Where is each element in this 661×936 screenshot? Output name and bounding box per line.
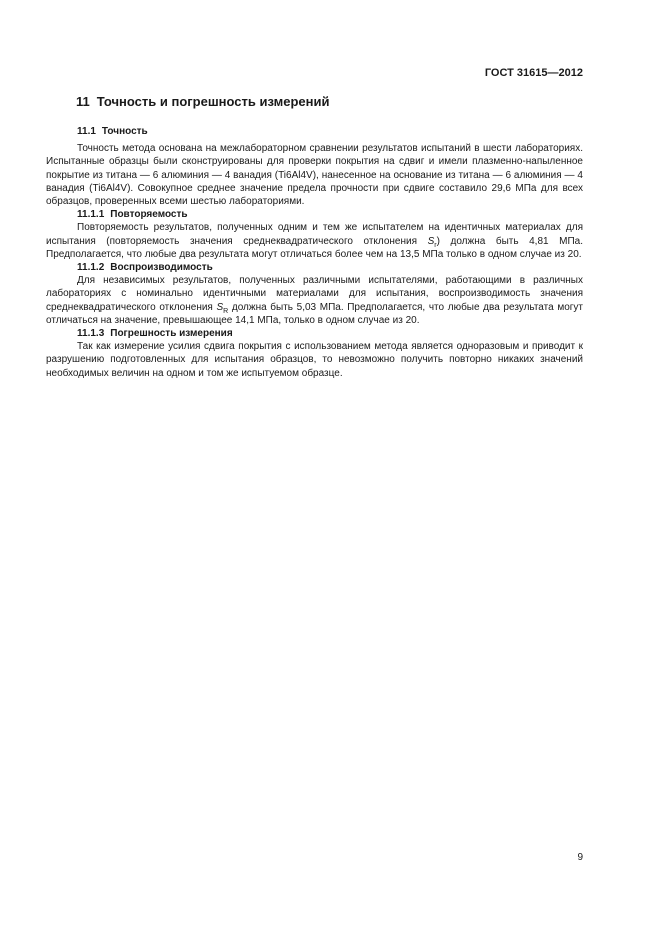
subsection-title: Повторяемость [110, 209, 188, 221]
subsection-title: Погрешность измерения [110, 328, 233, 340]
subsection-title: Воспроизводимость [110, 262, 213, 274]
section-title: Точность и погрешность измерений [96, 94, 330, 109]
subsection-number: 11.1.3 [77, 328, 105, 340]
subsection-heading-11-1-3 [46, 327, 583, 340]
subsection-heading-11-1-1 [46, 208, 583, 221]
symbol-subscript: R [223, 307, 229, 315]
symbol-s: S [216, 301, 224, 313]
subsection-heading-11-1 [46, 125, 583, 138]
subsection-title: Точность [101, 126, 148, 137]
document-header-standard: ГОСТ 31615—2012 [484, 67, 583, 79]
subsection-number: 11.1.2 [77, 262, 105, 274]
paragraph-repeatability: Повторяемость результатов, полученных одним и тем же испытателем на идентичных материалах для испытания (повторяемость значения среднеквадратического отклонения $S_r$) должна быть 4,81 МПа. Предполагается, что любые два результата могут отличаться более чем на 13,5 МПа только в одном случае из 20. [46, 222, 584, 260]
paragraph-reproducibility: Для независимых результатов, полученных различными испытателями, работающими в различных лабораториях с номинально идентичными материалами для испытания, воспроизводимость значения среднеквадратического отклонения $S_R$ должна быть 5,03 МПа. Предполагается, что любые два результата могут отличаться на значение, превышающее 14,1 МПа, только в одном случае из 20. [46, 275, 583, 326]
subsection-heading-11-1-2 [46, 261, 583, 274]
symbol-subscript: r [434, 241, 437, 249]
page-number: 9 [577, 852, 583, 863]
paragraph-measurement-error: Так как измерение усилия сдвига покрытия с использованием метода является одноразовым и приводит к разрушению подготовленных для испытания образцов, то невозможно получить повторно никаких значений необходимых величин на одном и том же испытуемом образце. [46, 341, 583, 379]
paragraph-accuracy: Точность метода основана на межлабораторном сравнении результатов испытаний в шести лабораториях. Испытанные образцы были сконструированы для проверки покрытия на сдвиг и имели плазменно-напыленное покрытие из титана — 6 алюминия — 4 ванадия (Ti6Al4V), нанесенное на основание из титана — 6 алюминия — 4 ванадия (Ti6Al4V). Совокупное среднее значение предела прочности при сдвиге составило 29,6 МПа для всех образцов, проверенных всеми шестью лабораториями. [46, 143, 583, 208]
document-body [46, 125, 583, 380]
subsection-number: 11.1.1 [77, 209, 105, 221]
symbol-s: S [427, 235, 435, 247]
subsection-number: 11.1 [77, 126, 96, 137]
section-number: 11 [76, 94, 90, 109]
section-heading [76, 94, 329, 109]
